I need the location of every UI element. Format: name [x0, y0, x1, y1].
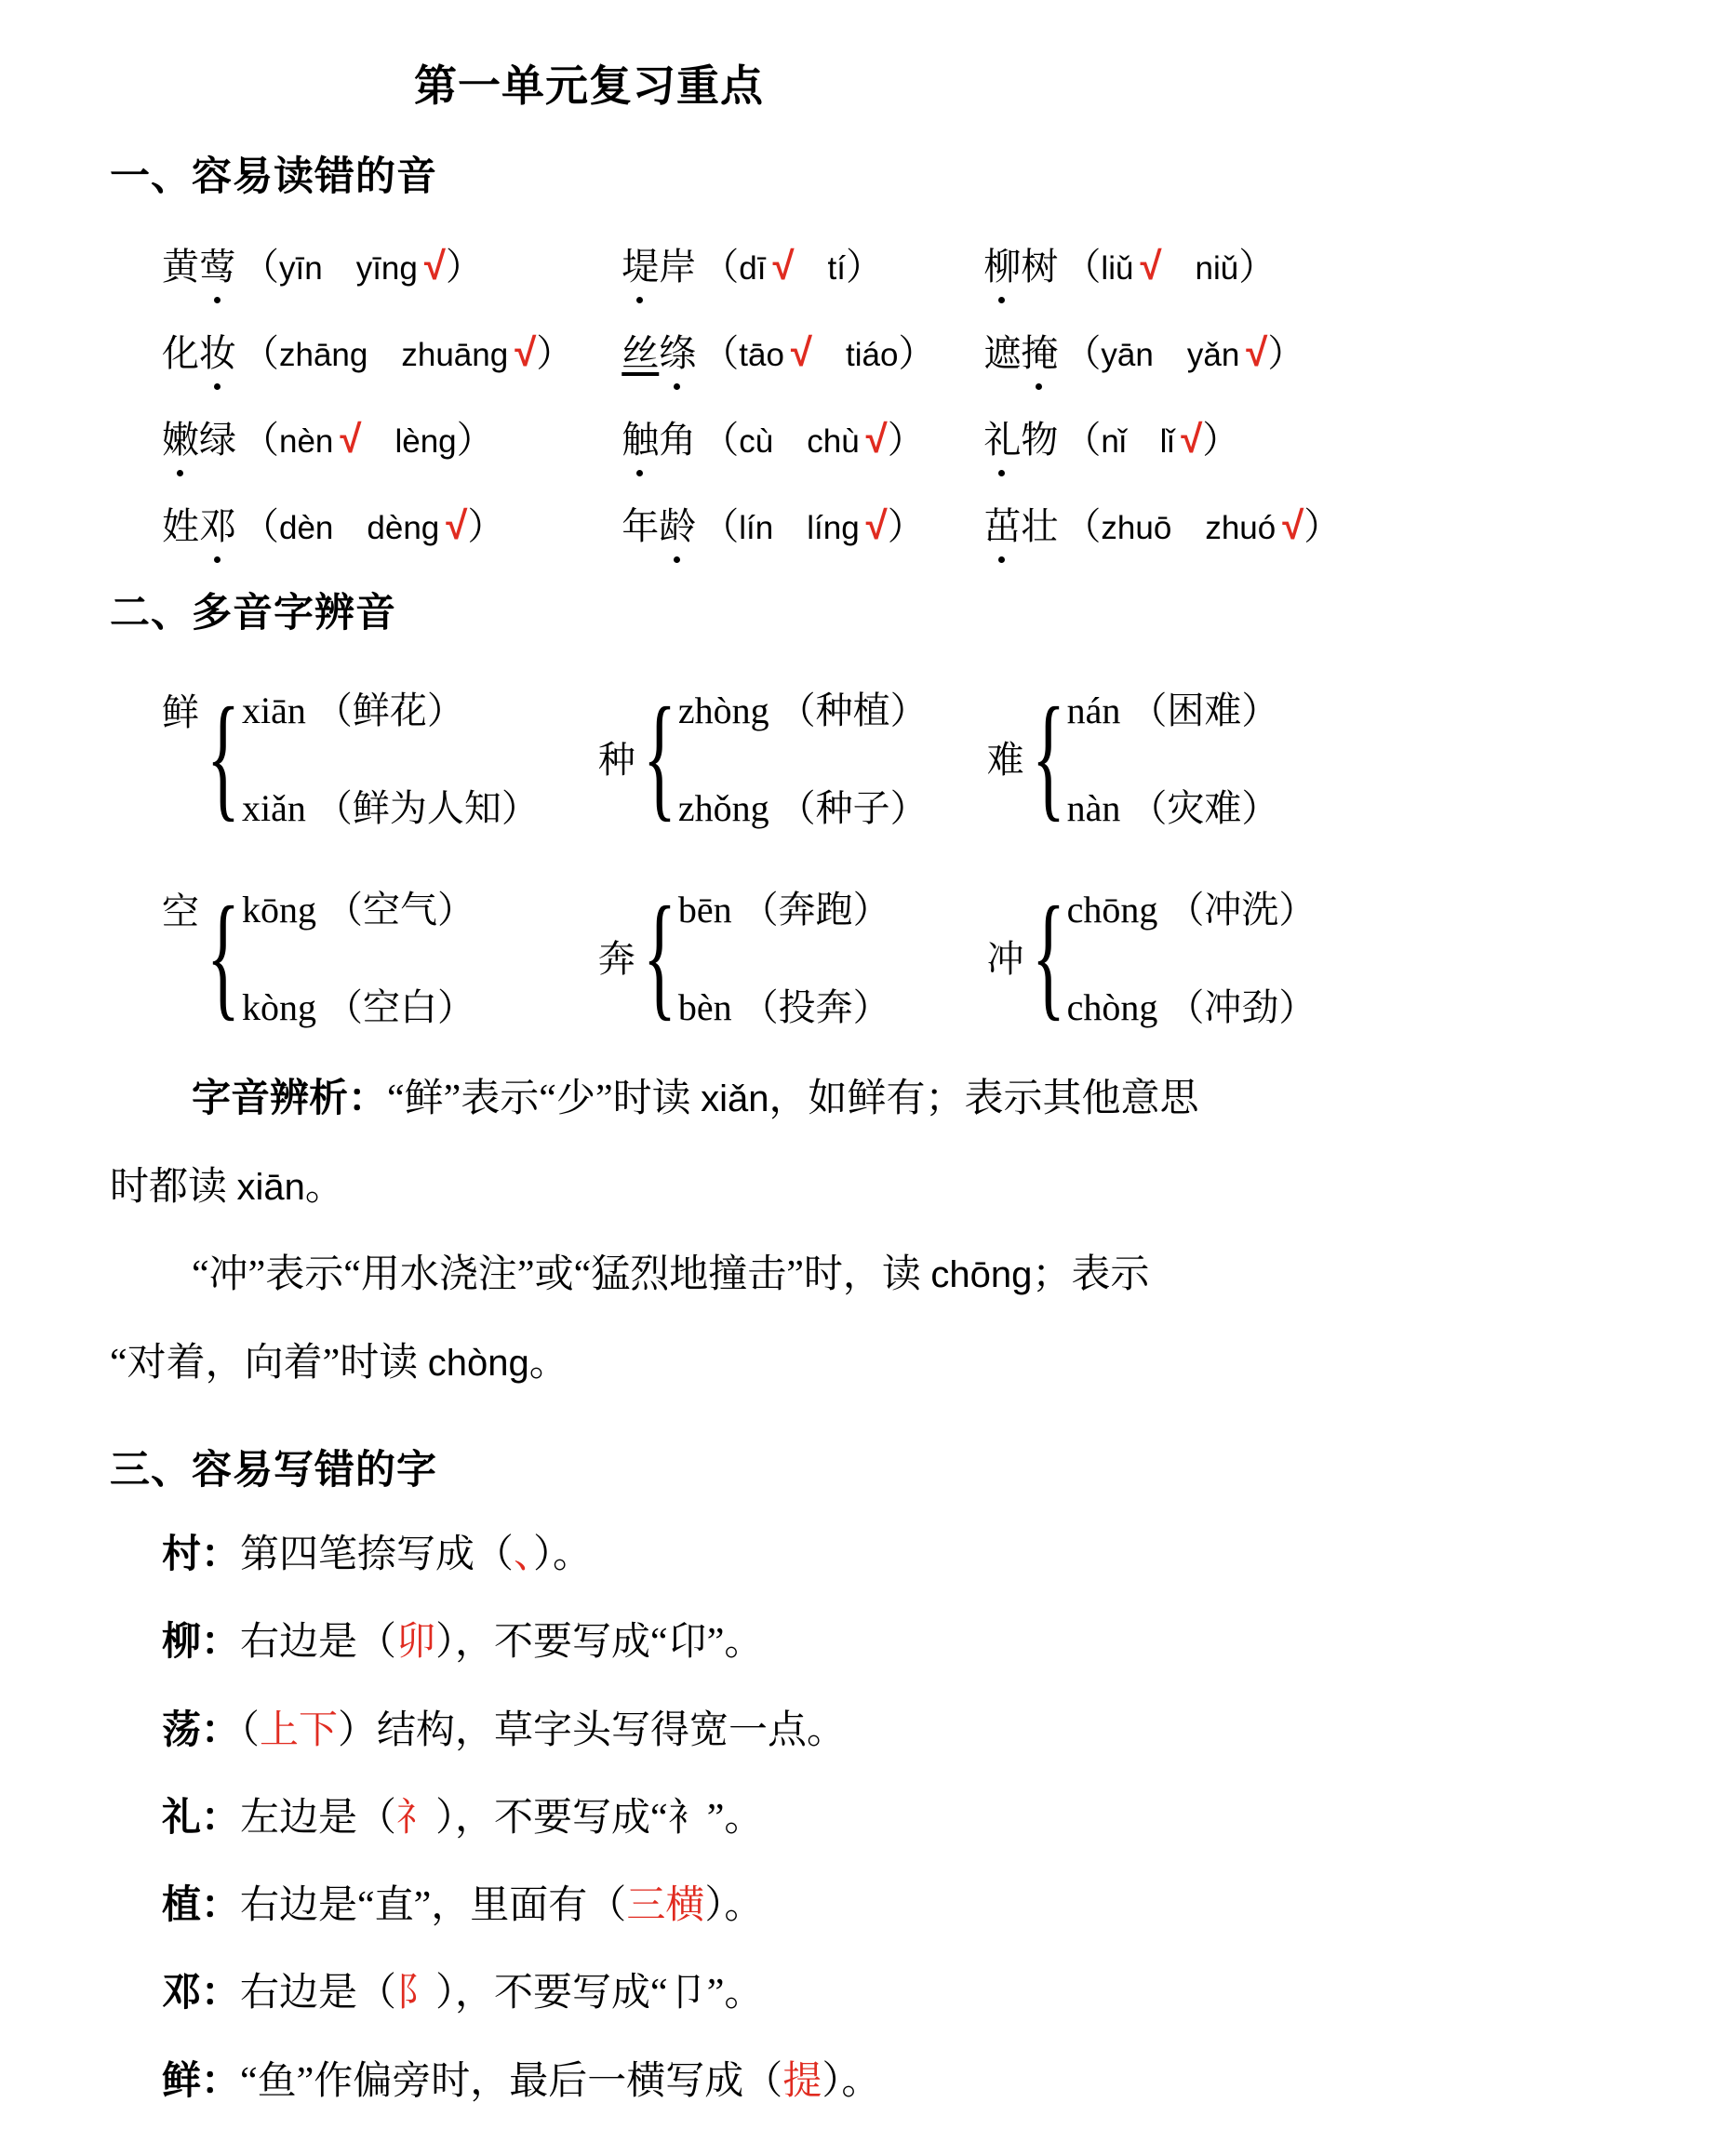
pinyin: zhòng [677, 690, 769, 731]
text-segment: xiǎn [701, 1078, 769, 1119]
list-item [162, 1620, 1711, 1665]
entry-char-2: 壮 [1021, 505, 1059, 547]
checkmark-icon: √ [1181, 417, 1203, 461]
pinyin-option-2: niǔ [1195, 250, 1239, 287]
paragraph-line [110, 1231, 1477, 1319]
example-word: （奔跑） [741, 889, 890, 931]
text-segment: 右边是（ [240, 1972, 397, 2015]
open-paren: （ [242, 505, 279, 547]
pinyin-option-2: zhuó [1205, 510, 1277, 546]
text-segment: 礻 [396, 1796, 436, 1840]
entry-char-2: 莺 [199, 237, 236, 290]
pinyin: bèn [677, 986, 732, 1028]
pinyin: kòng [242, 986, 316, 1028]
pinyin: chōng [1066, 889, 1158, 931]
example-word: （投奔） [741, 986, 890, 1028]
pinyin-option-2: lèng [394, 423, 457, 460]
polyphone-head-char: 种 [597, 738, 635, 781]
pinyin-option-1: zhāng [279, 337, 368, 373]
brace-icon: { [1031, 877, 1065, 1033]
entry-char-2: 邓 [199, 497, 236, 550]
checkmark-icon: √ [772, 244, 795, 288]
entry-word [622, 505, 696, 547]
pronunciation-option [1067, 779, 1279, 832]
polyphone-head-char: 奔 [597, 937, 635, 980]
text-segment: ）。 [822, 2059, 881, 2103]
analysis-paragraphs [110, 1055, 1477, 1407]
open-paren: （ [1063, 505, 1102, 547]
text-segment: ），不要写成“卬”。 [435, 1621, 764, 1665]
text-segment: 。 [304, 1165, 344, 1209]
checkmark-icon: √ [446, 503, 468, 547]
text-segment: “鲜”表示“少”时读 [387, 1078, 702, 1120]
brace-icon: { [207, 877, 240, 1033]
entry-char-2: 角 [659, 419, 697, 461]
text-segment: chōng [930, 1254, 1033, 1295]
text-segment: 字音辨析： [192, 1078, 388, 1120]
pinyin-option-1: nèn [279, 423, 334, 460]
entry-char-2: 岸 [659, 246, 697, 288]
open-paren: （ [1063, 332, 1102, 374]
pronunciation-options [678, 681, 928, 832]
pinyin-entries-grid [162, 237, 1711, 550]
polyphone-group [597, 678, 928, 834]
pinyin-option-2: yǎn [1186, 337, 1240, 373]
close-paren: ） [887, 505, 925, 547]
close-paren: ） [1202, 419, 1240, 461]
entry-char-1: 柳 [983, 237, 1021, 290]
pinyin-option-2: chù [807, 423, 860, 460]
close-paren: ） [887, 419, 925, 461]
list-item [162, 1533, 1711, 1577]
close-paren: ） [1303, 505, 1342, 547]
pinyin-entry [983, 497, 1341, 550]
pinyin-option-2: yīng [355, 250, 418, 287]
list-item [162, 1708, 1711, 1753]
text-segment: 鲜： [162, 2059, 241, 2103]
open-paren: （ [702, 246, 740, 288]
example-word: （鲜为人知） [314, 787, 539, 829]
polyphone-group [986, 877, 1317, 1033]
pronunciation-option [242, 880, 475, 933]
text-segment: ）结构，草字头写得宽一点。 [338, 1708, 847, 1752]
close-paren: ） [1267, 332, 1305, 374]
entry-word [983, 505, 1058, 547]
text-segment: “鱼”作偏旁时，最后一横写成（ [240, 2059, 783, 2103]
pinyin-option-2: zhuāng [401, 337, 509, 373]
text-segment: 邓： [162, 1972, 241, 2015]
close-paren: ） [898, 332, 936, 374]
text-segment: 时都读 [110, 1165, 237, 1209]
pinyin-option-1: zhuō [1101, 510, 1172, 546]
entry-char-1: 丝 [622, 332, 660, 374]
list-item [162, 1796, 1711, 1841]
section-2-heading: 二、多音字辨音 [110, 591, 396, 636]
text-segment: 右边是“直”，里面有（ [240, 1884, 627, 1928]
entry-word [162, 246, 236, 288]
pinyin: kōng [242, 889, 316, 931]
pinyin-entry [622, 324, 935, 377]
text-segment: ），不要写成“卩”。 [435, 1972, 764, 2015]
text-segment: 左边是（ [240, 1796, 397, 1840]
text-segment: ）。 [704, 1884, 764, 1928]
entry-word [983, 419, 1058, 461]
list-item [162, 1971, 1711, 2015]
example-word: （空白） [326, 986, 475, 1028]
pronunciation-option [1067, 978, 1317, 1031]
entry-char-1: 遮 [983, 332, 1022, 374]
entry-char-1: 年 [622, 505, 660, 547]
polyphone-head-char: 难 [986, 738, 1024, 781]
entry-word [162, 332, 236, 374]
polyphone-group [597, 877, 928, 1033]
pinyin-entry [162, 237, 573, 290]
pinyin-option-1: yān [1101, 337, 1154, 373]
checkmark-icon: √ [1246, 330, 1268, 374]
pinyin-option-1: yīn [279, 250, 323, 287]
checkmark-icon: √ [865, 417, 888, 461]
open-paren: （ [242, 246, 279, 288]
polyphone-group [986, 678, 1317, 834]
pronunciation-option [242, 978, 475, 1031]
example-word: （种植） [778, 690, 928, 731]
paragraph-line [110, 1055, 1477, 1144]
open-paren: （ [242, 419, 279, 461]
example-word: （冲洗） [1167, 889, 1317, 931]
entry-char-2: 绦 [659, 324, 696, 377]
paragraph-line [110, 1319, 1477, 1408]
pronunciation-options [678, 880, 890, 1031]
pinyin-option-1: dī [739, 250, 767, 287]
pinyin-option-2: tí [827, 250, 846, 287]
checkmark-icon: √ [423, 244, 446, 288]
list-item [162, 2059, 1711, 2104]
text-segment: 卯 [396, 1621, 436, 1665]
pinyin-option-1: liǔ [1101, 250, 1134, 287]
pinyin: nán [1066, 690, 1121, 731]
title-band [110, 52, 1068, 114]
text-segment: 第四笔捺写成（ [240, 1533, 515, 1576]
text-segment: 荡： [162, 1708, 241, 1752]
open-paren: （ [1063, 246, 1102, 288]
entry-char-2: 绿 [199, 419, 236, 461]
pinyin-entry [983, 410, 1341, 463]
pinyin: xiān [242, 690, 306, 731]
pinyin-entry [162, 497, 573, 550]
entry-char-1: 茁 [983, 497, 1021, 550]
pronunciation-options [242, 681, 539, 832]
pinyin-entry [983, 237, 1341, 290]
example-word: （鲜花） [314, 690, 464, 731]
pinyin: xiǎn [242, 787, 306, 829]
brace-icon: { [207, 678, 240, 834]
polyphone-head-char: 冲 [986, 937, 1024, 980]
pronunciation-option [1067, 681, 1279, 734]
close-paren: ） [536, 332, 574, 374]
open-paren: （ [702, 332, 740, 374]
open-paren: （ [1063, 419, 1102, 461]
pronunciation-option [242, 779, 539, 832]
pinyin: bēn [677, 889, 732, 931]
pinyin-entry [983, 324, 1341, 377]
checkmark-icon: √ [1282, 503, 1304, 547]
paragraph-line [110, 1144, 1477, 1232]
polyphone-head-char: 鲜 [162, 691, 199, 733]
list-item [162, 1883, 1711, 1928]
text-segment: ；表示 [1032, 1253, 1150, 1296]
text-segment: 阝 [396, 1972, 436, 2015]
text-segment: 植： [162, 1884, 241, 1928]
entry-char-2: 龄 [659, 497, 696, 550]
pinyin-option-1: cù [739, 423, 774, 460]
entry-char-1: 礼 [983, 410, 1021, 463]
open-paren: （ [702, 505, 740, 547]
entry-char-2: 树 [1021, 246, 1059, 288]
page-title: 第一单元复习重点 [414, 61, 764, 110]
miswritten-characters-list [162, 1533, 1711, 2104]
text-segment: 上下 [260, 1708, 339, 1752]
text-segment: xiān [236, 1166, 305, 1208]
text-segment: 、 [514, 1533, 534, 1576]
polyphone-grid [162, 678, 1711, 1033]
entry-char-2: 掩 [1021, 324, 1058, 377]
pinyin-option-2: lǐ [1159, 423, 1175, 460]
entry-char-1: 化 [162, 332, 199, 374]
brace-icon: { [642, 877, 676, 1033]
example-word: （灾难） [1130, 787, 1279, 829]
entry-char-1: 姓 [162, 505, 199, 547]
open-paren: （ [242, 332, 279, 374]
text-segment: 提 [782, 2059, 822, 2103]
text-segment: 。 [528, 1341, 568, 1385]
checkmark-icon: √ [340, 417, 362, 461]
entry-word [983, 246, 1058, 288]
close-paren: ） [845, 246, 883, 288]
section-3-heading: 三、容易写错的字 [110, 1448, 437, 1493]
entry-char-2: 物 [1021, 419, 1059, 461]
pinyin-entry [162, 324, 573, 377]
entry-char-2: 妆 [199, 324, 236, 377]
pronunciation-options [242, 880, 475, 1031]
example-word: （空气） [326, 889, 475, 931]
pinyin-entry [622, 497, 935, 550]
section-1-heading: 一、容易读错的音 [110, 154, 437, 199]
entry-word [622, 246, 696, 288]
document-page [110, 52, 1711, 2104]
pinyin: zhǒng [677, 787, 769, 829]
entry-word [162, 419, 236, 461]
example-word: （困难） [1130, 690, 1279, 731]
entry-char-1: 触 [622, 410, 659, 463]
pronunciation-option [242, 681, 539, 734]
pronunciation-option [678, 978, 890, 1031]
text-segment: “冲”表示“用水浇注”或“猛烈地撞击”时，读 [192, 1253, 931, 1296]
entry-char-1: 堤 [622, 237, 659, 290]
entry-char-1: 黄 [162, 246, 199, 288]
pinyin-entry [622, 237, 935, 290]
entry-word [622, 419, 696, 461]
entry-word [162, 505, 236, 547]
entry-word [983, 332, 1058, 374]
close-paren: ） [445, 246, 483, 288]
text-segment: 礼： [162, 1796, 241, 1840]
close-paren: ） [467, 505, 505, 547]
pinyin-option-1: lín [739, 510, 774, 546]
text-segment: 村： [162, 1533, 241, 1576]
polyphone-group [162, 877, 539, 1033]
text-segment: 三横 [626, 1884, 705, 1928]
pronunciation-options [1067, 880, 1317, 1031]
pinyin-entry [622, 410, 935, 463]
brace-icon: { [642, 678, 676, 834]
close-paren: ） [456, 419, 494, 461]
example-word: （冲劲） [1167, 986, 1317, 1028]
text-segment: ），不要写成“衤”。 [435, 1796, 764, 1840]
entry-word [622, 332, 696, 374]
pinyin-option-2: dèng [367, 510, 440, 546]
pronunciation-option [1067, 880, 1317, 933]
pinyin-option-2: líng [807, 510, 860, 546]
entry-char-1: 嫩 [162, 410, 199, 463]
checkmark-icon: √ [790, 330, 812, 374]
text-segment: （ [240, 1708, 261, 1752]
pinyin-option-1: tāo [739, 337, 784, 373]
pinyin-entry [162, 410, 573, 463]
close-paren: ） [1238, 246, 1277, 288]
checkmark-icon: √ [1140, 244, 1162, 288]
pronunciation-option [678, 681, 928, 734]
text-segment: 柳： [162, 1621, 241, 1665]
checkmark-icon: √ [865, 503, 888, 547]
text-segment: ，如鲜有；表示其他意思 [769, 1078, 1199, 1120]
example-word: （种子） [778, 787, 928, 829]
pinyin: chòng [1066, 986, 1158, 1028]
brace-icon: { [1031, 678, 1065, 834]
open-paren: （ [702, 419, 740, 461]
checkmark-icon: √ [515, 330, 537, 374]
text-segment: 右边是（ [240, 1621, 397, 1665]
text-segment: chòng [427, 1342, 529, 1384]
pronunciation-option [678, 779, 928, 832]
pinyin-option-1: dèn [279, 510, 334, 546]
pinyin-option-2: tiáo [845, 337, 899, 373]
pinyin: nàn [1066, 787, 1121, 829]
text-segment: “对着，向着”时读 [110, 1341, 428, 1385]
pronunciation-options [1067, 681, 1279, 832]
polyphone-group [162, 678, 539, 834]
pronunciation-option [678, 880, 890, 933]
polyphone-head-char: 空 [162, 891, 199, 932]
pinyin-option-1: nǐ [1101, 423, 1127, 460]
text-segment: ）。 [533, 1533, 593, 1576]
